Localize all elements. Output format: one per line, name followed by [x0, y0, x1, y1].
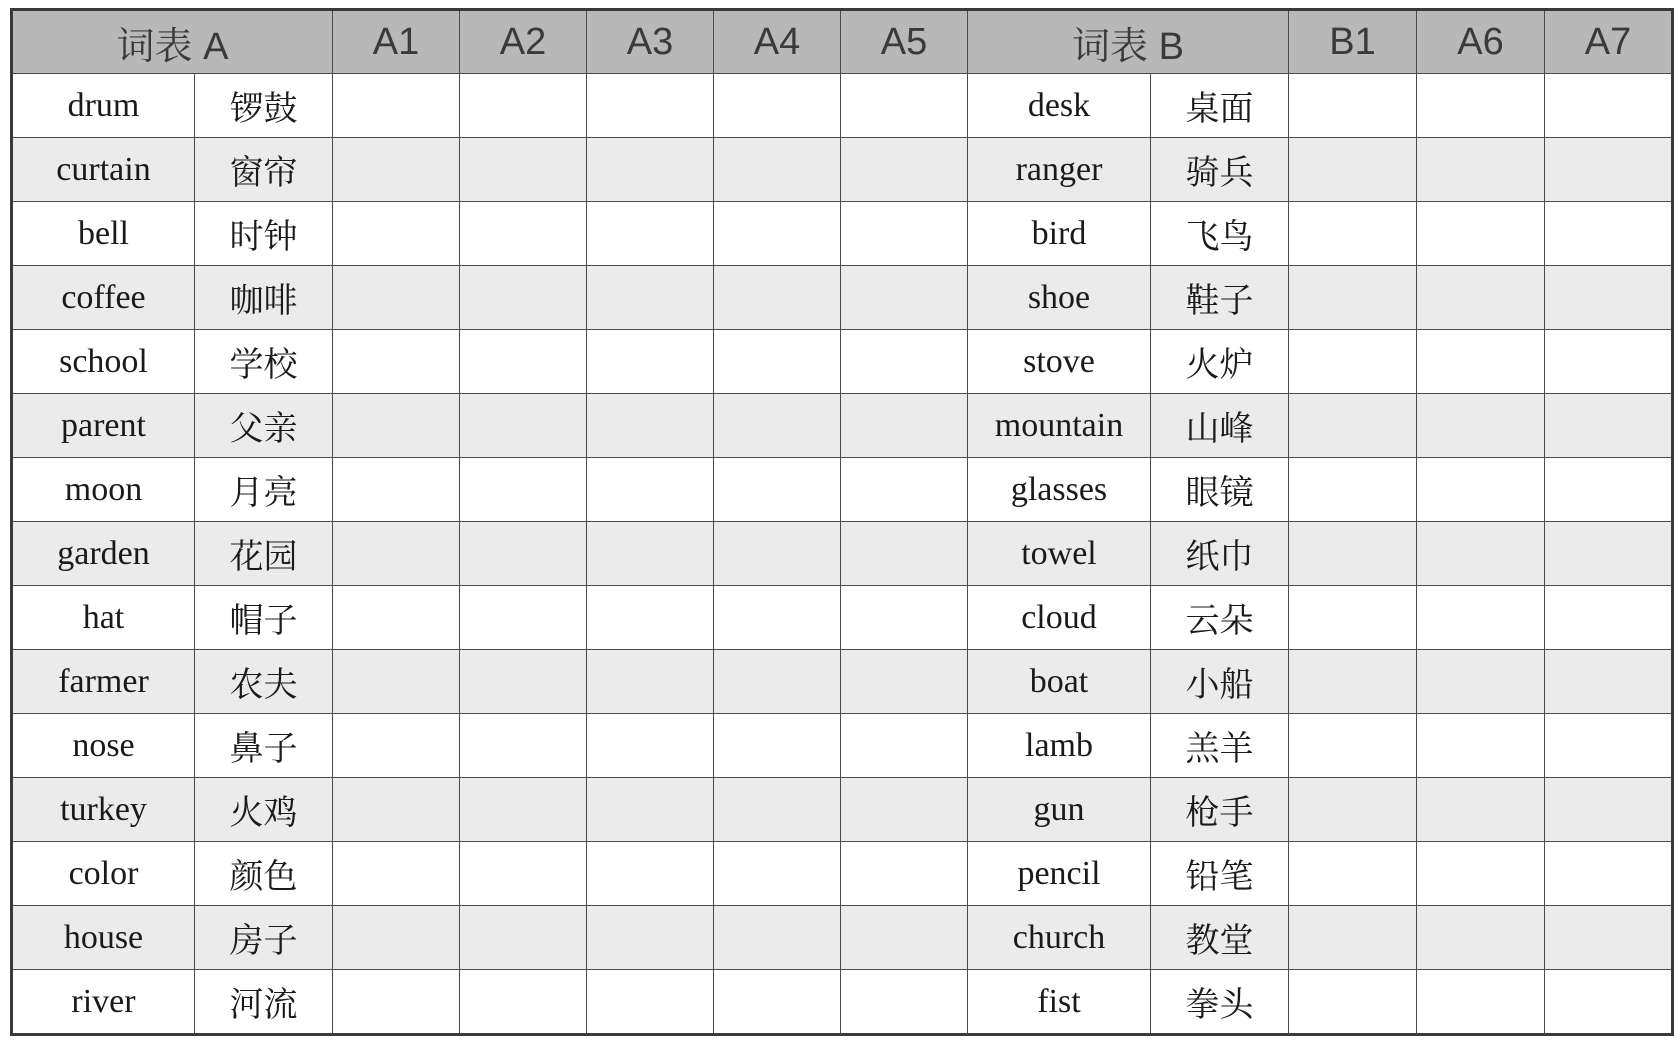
list-b-chinese-word: 拳头 — [1151, 970, 1289, 1035]
trial-cell-a4 — [714, 906, 841, 970]
list-a-chinese-word: 农夫 — [195, 650, 333, 714]
trial-cell-a4 — [714, 330, 841, 394]
list-b-english-word: bird — [968, 202, 1151, 266]
trial-cell-a1 — [333, 330, 460, 394]
trial-cell-a2 — [460, 74, 587, 138]
list-b-chinese-word: 骑兵 — [1151, 138, 1289, 202]
trial-cell-a2 — [460, 586, 587, 650]
trial-cell-b1 — [1289, 778, 1417, 842]
table-body — [12, 74, 1673, 1035]
trial-cell-a3 — [587, 74, 714, 138]
trial-cell-b1 — [1289, 458, 1417, 522]
trial-cell-a5 — [841, 138, 968, 202]
trial-cell-a4 — [714, 970, 841, 1035]
trial-cell-a1 — [333, 778, 460, 842]
trial-cell-a1 — [333, 458, 460, 522]
trial-cell-a3 — [587, 906, 714, 970]
trial-cell-a7 — [1545, 842, 1673, 906]
trial-cell-a6 — [1417, 458, 1545, 522]
list-b-chinese-word: 鞋子 — [1151, 266, 1289, 330]
list-a-english-word: coffee — [12, 266, 195, 330]
trial-cell-a1 — [333, 266, 460, 330]
trial-cell-a1 — [333, 394, 460, 458]
trial-cell-a5 — [841, 330, 968, 394]
list-a-chinese-word: 帽子 — [195, 586, 333, 650]
trial-cell-a1 — [333, 202, 460, 266]
trial-cell-b1 — [1289, 842, 1417, 906]
header-row — [12, 10, 1673, 74]
trial-cell-b1 — [1289, 138, 1417, 202]
list-b-english-word: towel — [968, 522, 1151, 586]
list-b-chinese-word: 飞鸟 — [1151, 202, 1289, 266]
list-b-chinese-word: 铅笔 — [1151, 842, 1289, 906]
trial-cell-a6 — [1417, 650, 1545, 714]
list-b-english-word: ranger — [968, 138, 1151, 202]
header-a3: A3 — [587, 10, 714, 74]
trial-cell-a7 — [1545, 138, 1673, 202]
trial-cell-a7 — [1545, 394, 1673, 458]
header-a4: A4 — [714, 10, 841, 74]
word-list-table — [10, 8, 1674, 1036]
trial-cell-a6 — [1417, 778, 1545, 842]
list-a-chinese-word: 月亮 — [195, 458, 333, 522]
trial-cell-a6 — [1417, 74, 1545, 138]
trial-cell-a1 — [333, 842, 460, 906]
trial-cell-a3 — [587, 842, 714, 906]
list-a-english-word: turkey — [12, 778, 195, 842]
trial-cell-a6 — [1417, 330, 1545, 394]
list-a-english-word: curtain — [12, 138, 195, 202]
trial-cell-a5 — [841, 394, 968, 458]
trial-cell-a5 — [841, 586, 968, 650]
trial-cell-a5 — [841, 650, 968, 714]
trial-cell-a2 — [460, 842, 587, 906]
trial-cell-a7 — [1545, 970, 1673, 1035]
list-b-english-word: shoe — [968, 266, 1151, 330]
trial-cell-a6 — [1417, 906, 1545, 970]
trial-cell-b1 — [1289, 74, 1417, 138]
list-a-chinese-word: 窗帘 — [195, 138, 333, 202]
trial-cell-a4 — [714, 138, 841, 202]
trial-cell-a3 — [587, 778, 714, 842]
table-row — [12, 586, 1673, 650]
trial-cell-a2 — [460, 714, 587, 778]
trial-cell-a2 — [460, 202, 587, 266]
table-row — [12, 138, 1673, 202]
trial-cell-a4 — [714, 458, 841, 522]
trial-cell-a7 — [1545, 714, 1673, 778]
table-row — [12, 394, 1673, 458]
trial-cell-a5 — [841, 522, 968, 586]
header-a5: A5 — [841, 10, 968, 74]
list-b-english-word: glasses — [968, 458, 1151, 522]
trial-cell-a6 — [1417, 202, 1545, 266]
table-row — [12, 714, 1673, 778]
trial-cell-a6 — [1417, 138, 1545, 202]
list-b-english-word: fist — [968, 970, 1151, 1035]
table-row — [12, 522, 1673, 586]
list-a-chinese-word: 咖啡 — [195, 266, 333, 330]
trial-cell-a2 — [460, 778, 587, 842]
trial-cell-a1 — [333, 522, 460, 586]
trial-cell-a2 — [460, 266, 587, 330]
trial-cell-a2 — [460, 970, 587, 1035]
list-a-english-word: bell — [12, 202, 195, 266]
list-b-chinese-word: 山峰 — [1151, 394, 1289, 458]
list-b-chinese-word: 小船 — [1151, 650, 1289, 714]
trial-cell-a1 — [333, 138, 460, 202]
trial-cell-a3 — [587, 650, 714, 714]
trial-cell-a6 — [1417, 970, 1545, 1035]
trial-cell-a4 — [714, 266, 841, 330]
trial-cell-a2 — [460, 458, 587, 522]
header-a1: A1 — [333, 10, 460, 74]
list-b-english-word: lamb — [968, 714, 1151, 778]
list-b-english-word: stove — [968, 330, 1151, 394]
list-b-english-word: boat — [968, 650, 1151, 714]
trial-cell-b1 — [1289, 266, 1417, 330]
trial-cell-a6 — [1417, 714, 1545, 778]
trial-cell-b1 — [1289, 906, 1417, 970]
trial-cell-a2 — [460, 650, 587, 714]
trial-cell-a3 — [587, 714, 714, 778]
list-a-english-word: school — [12, 330, 195, 394]
list-a-english-word: moon — [12, 458, 195, 522]
word-list-table-container — [10, 8, 1674, 1036]
list-b-chinese-word: 教堂 — [1151, 906, 1289, 970]
trial-cell-a7 — [1545, 330, 1673, 394]
header-list-b: 词表 B — [968, 10, 1289, 74]
list-a-chinese-word: 鼻子 — [195, 714, 333, 778]
list-b-english-word: cloud — [968, 586, 1151, 650]
list-b-english-word: pencil — [968, 842, 1151, 906]
trial-cell-a2 — [460, 522, 587, 586]
trial-cell-a1 — [333, 714, 460, 778]
trial-cell-b1 — [1289, 586, 1417, 650]
trial-cell-a7 — [1545, 522, 1673, 586]
list-a-english-word: nose — [12, 714, 195, 778]
trial-cell-b1 — [1289, 970, 1417, 1035]
table-row — [12, 266, 1673, 330]
trial-cell-a7 — [1545, 458, 1673, 522]
trial-cell-a6 — [1417, 266, 1545, 330]
list-a-english-word: river — [12, 970, 195, 1035]
header-b1: B1 — [1289, 10, 1417, 74]
trial-cell-a5 — [841, 778, 968, 842]
trial-cell-a7 — [1545, 202, 1673, 266]
list-a-chinese-word: 父亲 — [195, 394, 333, 458]
trial-cell-a4 — [714, 394, 841, 458]
trial-cell-a3 — [587, 138, 714, 202]
trial-cell-a3 — [587, 458, 714, 522]
trial-cell-a6 — [1417, 842, 1545, 906]
list-a-chinese-word: 锣鼓 — [195, 74, 333, 138]
trial-cell-a2 — [460, 138, 587, 202]
list-b-chinese-word: 眼镜 — [1151, 458, 1289, 522]
trial-cell-a4 — [714, 650, 841, 714]
trial-cell-a5 — [841, 266, 968, 330]
list-a-chinese-word: 时钟 — [195, 202, 333, 266]
list-a-chinese-word: 学校 — [195, 330, 333, 394]
trial-cell-a3 — [587, 330, 714, 394]
trial-cell-a7 — [1545, 74, 1673, 138]
list-a-english-word: farmer — [12, 650, 195, 714]
trial-cell-a1 — [333, 906, 460, 970]
trial-cell-a7 — [1545, 650, 1673, 714]
list-a-chinese-word: 颜色 — [195, 842, 333, 906]
trial-cell-a5 — [841, 74, 968, 138]
trial-cell-a5 — [841, 906, 968, 970]
list-a-english-word: house — [12, 906, 195, 970]
trial-cell-a7 — [1545, 266, 1673, 330]
trial-cell-b1 — [1289, 650, 1417, 714]
trial-cell-b1 — [1289, 394, 1417, 458]
trial-cell-b1 — [1289, 330, 1417, 394]
list-b-chinese-word: 桌面 — [1151, 74, 1289, 138]
list-a-english-word: drum — [12, 74, 195, 138]
trial-cell-a3 — [587, 522, 714, 586]
list-b-chinese-word: 纸巾 — [1151, 522, 1289, 586]
trial-cell-a5 — [841, 842, 968, 906]
table-row — [12, 970, 1673, 1035]
list-b-chinese-word: 枪手 — [1151, 778, 1289, 842]
table-row — [12, 650, 1673, 714]
list-b-chinese-word: 云朵 — [1151, 586, 1289, 650]
table-row — [12, 74, 1673, 138]
trial-cell-a4 — [714, 778, 841, 842]
table-row — [12, 778, 1673, 842]
trial-cell-a3 — [587, 586, 714, 650]
table-row — [12, 842, 1673, 906]
list-b-english-word: mountain — [968, 394, 1151, 458]
trial-cell-a7 — [1545, 586, 1673, 650]
trial-cell-a7 — [1545, 906, 1673, 970]
table-row — [12, 202, 1673, 266]
trial-cell-a1 — [333, 970, 460, 1035]
trial-cell-a1 — [333, 650, 460, 714]
trial-cell-a6 — [1417, 394, 1545, 458]
header-a7: A7 — [1545, 10, 1673, 74]
list-a-english-word: color — [12, 842, 195, 906]
list-a-chinese-word: 房子 — [195, 906, 333, 970]
trial-cell-b1 — [1289, 202, 1417, 266]
trial-cell-a2 — [460, 330, 587, 394]
trial-cell-a1 — [333, 74, 460, 138]
trial-cell-a2 — [460, 906, 587, 970]
list-a-chinese-word: 火鸡 — [195, 778, 333, 842]
trial-cell-a4 — [714, 714, 841, 778]
list-a-english-word: hat — [12, 586, 195, 650]
trial-cell-a7 — [1545, 778, 1673, 842]
table-row — [12, 330, 1673, 394]
trial-cell-a5 — [841, 458, 968, 522]
trial-cell-a3 — [587, 970, 714, 1035]
list-b-english-word: desk — [968, 74, 1151, 138]
header-a2: A2 — [460, 10, 587, 74]
table-row — [12, 906, 1673, 970]
list-b-chinese-word: 火炉 — [1151, 330, 1289, 394]
trial-cell-a1 — [333, 586, 460, 650]
trial-cell-a4 — [714, 842, 841, 906]
list-a-english-word: parent — [12, 394, 195, 458]
trial-cell-a4 — [714, 74, 841, 138]
list-b-english-word: gun — [968, 778, 1151, 842]
trial-cell-a3 — [587, 394, 714, 458]
trial-cell-a2 — [460, 394, 587, 458]
list-a-english-word: garden — [12, 522, 195, 586]
trial-cell-a5 — [841, 970, 968, 1035]
trial-cell-a3 — [587, 202, 714, 266]
trial-cell-a3 — [587, 266, 714, 330]
trial-cell-a6 — [1417, 522, 1545, 586]
table-row — [12, 458, 1673, 522]
trial-cell-a4 — [714, 586, 841, 650]
list-a-chinese-word: 花园 — [195, 522, 333, 586]
trial-cell-a5 — [841, 202, 968, 266]
header-list-a: 词表 A — [12, 10, 333, 74]
trial-cell-a6 — [1417, 586, 1545, 650]
trial-cell-a4 — [714, 202, 841, 266]
list-b-english-word: church — [968, 906, 1151, 970]
trial-cell-a4 — [714, 522, 841, 586]
trial-cell-a5 — [841, 714, 968, 778]
header-a6: A6 — [1417, 10, 1545, 74]
trial-cell-b1 — [1289, 714, 1417, 778]
trial-cell-b1 — [1289, 522, 1417, 586]
list-b-chinese-word: 羔羊 — [1151, 714, 1289, 778]
list-a-chinese-word: 河流 — [195, 970, 333, 1035]
